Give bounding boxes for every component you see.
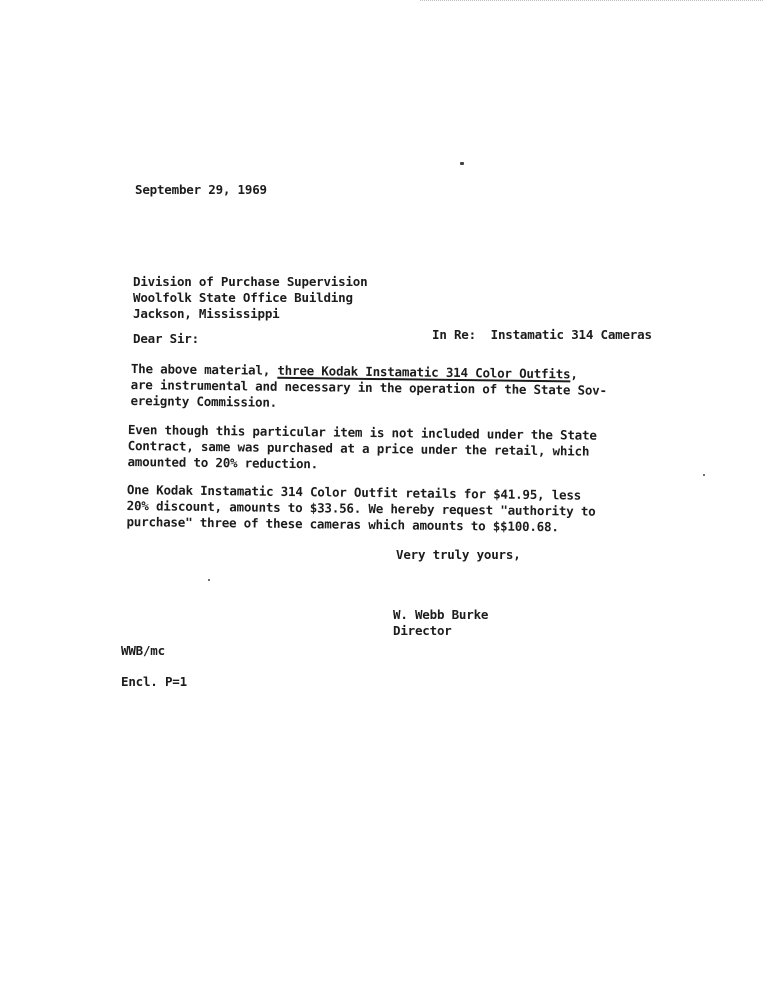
reference-initials: WWB/mc — [121, 643, 165, 658]
letter-date: September 29, 1969 — [135, 182, 267, 197]
text-span: The above material, — [130, 361, 278, 378]
ink-speck — [703, 474, 705, 476]
recipient-line: Jackson, Mississippi — [133, 306, 280, 321]
signature-block — [393, 607, 488, 639]
ink-speck — [208, 579, 210, 581]
paragraph-line: Contract, same was purchased at a price under the retail, which — [127, 437, 590, 459]
underlined-item: three Kodak Instamatic 314 Color Outfits — [277, 362, 571, 382]
paragraph-line: One Kodak Instamatic 314 Color Outfit retails for $41.95, less — [126, 482, 582, 503]
re-label: In Re: — [432, 327, 476, 342]
text-span: , — [570, 366, 578, 382]
paragraph-1 — [130, 361, 607, 415]
closing: Very truly yours, — [396, 547, 521, 562]
paragraph-line: 20% discount, amounts to $33.56. We hereby request "authority to — [126, 497, 596, 519]
re-subject: Instamatic 314 Cameras — [490, 327, 652, 342]
recipient-line: Division of Purchase Supervision — [133, 274, 368, 289]
paragraph-line: Even though this particular item is not included under the State — [127, 422, 597, 443]
signer-title: Director — [393, 623, 452, 638]
paragraph-line: are instrumental and necessary in the operation of the State Sov- — [130, 376, 607, 398]
paragraph-line: purchase" three of these cameras which amounts to $$100.68. — [126, 513, 559, 535]
recipient-address — [133, 274, 367, 322]
recipient-line: Woolfolk State Office Building — [133, 290, 353, 305]
re-line — [432, 327, 652, 342]
ink-speck — [460, 162, 464, 165]
signer-name: W. Webb Burke — [393, 607, 489, 622]
paragraph-line: amounted to 20% reduction. — [127, 453, 319, 472]
paragraph-3 — [126, 482, 595, 536]
salutation: Dear Sir: — [133, 331, 199, 346]
paragraph-line: ereignty Commission. — [130, 392, 278, 410]
paragraph-2 — [127, 422, 596, 476]
enclosure-note: Encl. P=1 — [121, 674, 187, 689]
top-edge-dots — [420, 0, 763, 3]
